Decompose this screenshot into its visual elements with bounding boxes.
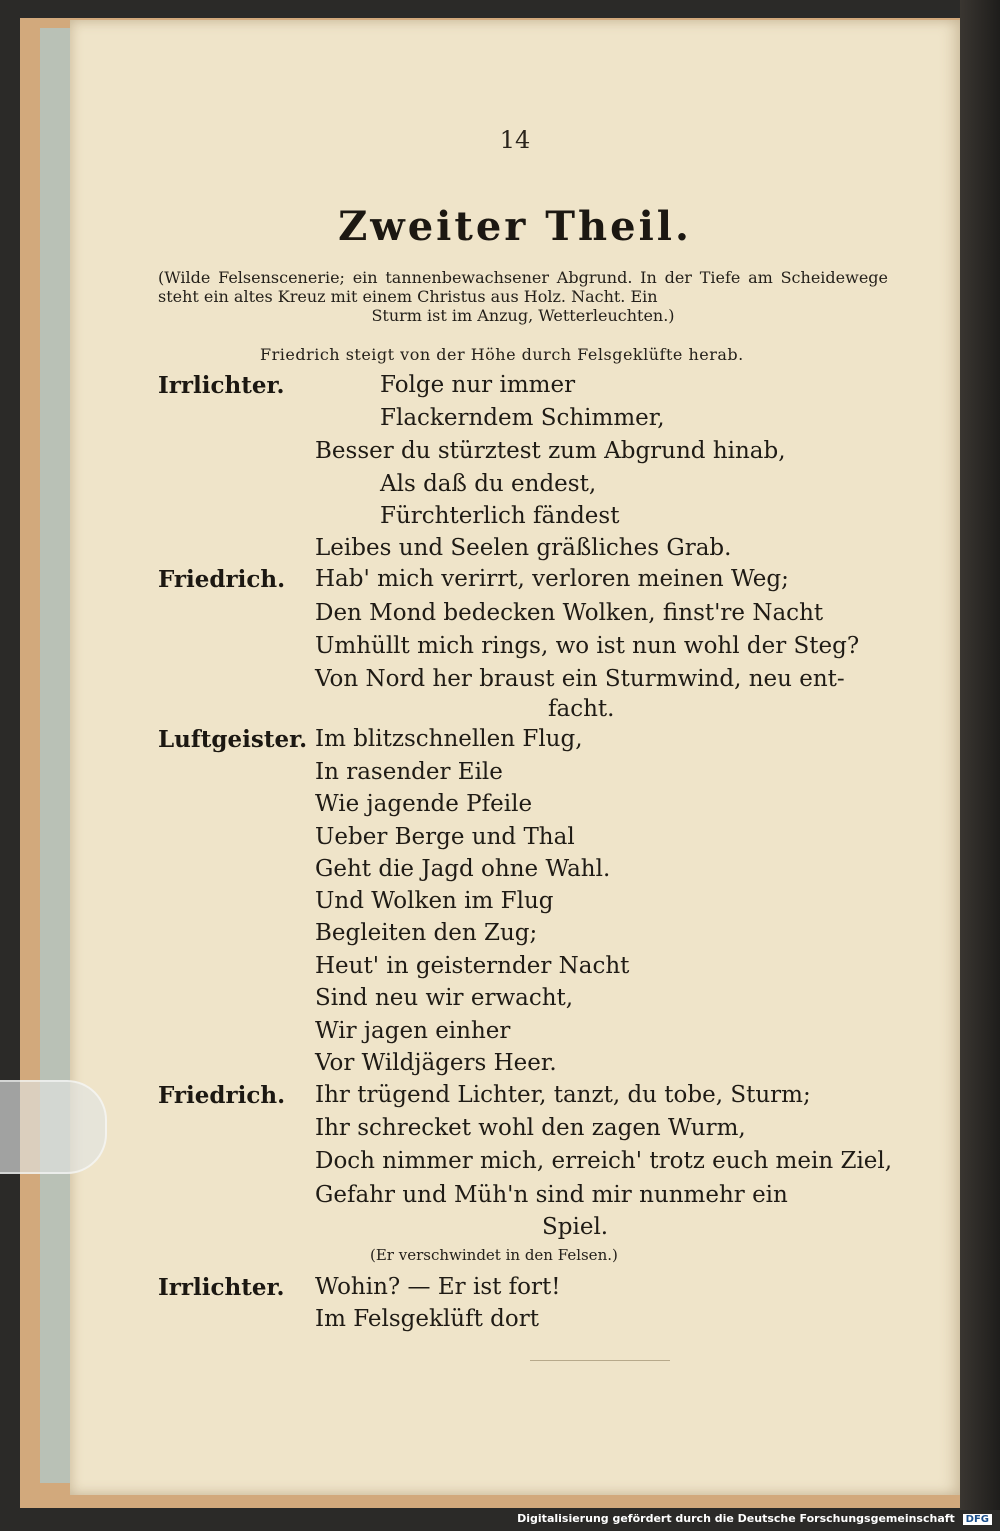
verse-line: Leibes und Seelen gräßliches Grab. bbox=[315, 535, 732, 561]
verse-line: Ueber Berge und Thal bbox=[315, 824, 575, 850]
stage-direction-line: Sturm ist im Anzug, Wetterleuchten.) bbox=[371, 306, 675, 325]
verse-line: Von Nord her braust ein Sturmwind, neu ent- bbox=[315, 666, 845, 692]
stage-direction-line: (Wilde Felsenscenerie; ein tannenbewachsener Abgrund. In der Tiefe am bbox=[158, 268, 773, 287]
verse-line: Sind neu wir erwacht, bbox=[315, 985, 574, 1011]
verse-line: Spiel. bbox=[542, 1214, 609, 1240]
verse-line: Im Felsgeklüft dort bbox=[315, 1306, 539, 1332]
book-page bbox=[70, 20, 960, 1495]
verse-line: Im blitzschnellen Flug, bbox=[315, 726, 583, 752]
speaker-label: Irrlichter. bbox=[158, 372, 285, 399]
verse-line: Als daß du endest, bbox=[380, 471, 597, 497]
verse-line: Ihr trügend Lichter, tanzt, du tobe, Sturm; bbox=[315, 1082, 811, 1108]
speaker-label: Friedrich. bbox=[158, 1082, 286, 1109]
verse-line: In rasender Eile bbox=[315, 759, 503, 785]
footer-credit bbox=[517, 1512, 992, 1525]
verse-line: Besser du stürztest zum Abgrund hinab, bbox=[315, 438, 786, 464]
speaker-label: Luftgeister. bbox=[158, 726, 308, 753]
section-heading: Zweiter Theil. bbox=[338, 203, 692, 250]
verse-line: Doch nimmer mich, erreich' trotz euch mein Ziel, bbox=[315, 1148, 893, 1174]
verse-line: Folge nur immer bbox=[380, 372, 576, 398]
page-clip bbox=[0, 1080, 107, 1174]
speaker-label: Friedrich. bbox=[158, 566, 286, 593]
verse-line: facht. bbox=[548, 696, 615, 722]
verse-line: Wir jagen einher bbox=[315, 1018, 511, 1044]
speaker-label: Irrlichter. bbox=[158, 1274, 285, 1301]
verse-line: Wohin? — Er ist fort! bbox=[315, 1274, 561, 1300]
verse-line: Begleiten den Zug; bbox=[315, 920, 538, 946]
verse-line: Wie jagende Pfeile bbox=[315, 791, 533, 817]
verse-line: Heut' in geisternder Nacht bbox=[315, 953, 630, 979]
footer-text: Digitalisierung gefördert durch die Deutsche Forschungsgemeinschaft bbox=[517, 1512, 955, 1525]
stage-aside: (Er verschwindet in den Felsen.) bbox=[370, 1246, 618, 1264]
verse-line: Ihr schrecket wohl den zagen Wurm, bbox=[315, 1115, 746, 1141]
verse-line: Fürchterlich fändest bbox=[380, 503, 620, 529]
page-divider bbox=[530, 1360, 670, 1361]
dfg-logo-icon: DFG bbox=[963, 1514, 992, 1525]
entry-direction: Friedrich steigt von der Höhe durch Felsgeklüfte herab. bbox=[260, 345, 744, 364]
stage-direction bbox=[158, 268, 888, 325]
verse-line: Hab' mich verirrt, verloren meinen Weg; bbox=[315, 566, 789, 592]
verse-line: Geht die Jagd ohne Wahl. bbox=[315, 856, 611, 882]
stage-direction-line: Scheidewege steht ein altes Kreuz mit einem Christus aus Holz. Nacht. Ein bbox=[158, 268, 888, 306]
verse-line: Den Mond bedecken Wolken, finst're Nacht bbox=[315, 600, 824, 626]
verse-line: Und Wolken im Flug bbox=[315, 888, 554, 914]
verse-line: Vor Wildjägers Heer. bbox=[315, 1050, 557, 1076]
verse-line: Flackerndem Schimmer, bbox=[380, 405, 665, 431]
verse-line: Umhüllt mich rings, wo ist nun wohl der Steg? bbox=[315, 633, 860, 659]
background-edge bbox=[960, 0, 1000, 1510]
page-number: 14 bbox=[499, 126, 531, 154]
verse-line: Gefahr und Müh'n sind mir nunmehr ein bbox=[315, 1182, 788, 1208]
